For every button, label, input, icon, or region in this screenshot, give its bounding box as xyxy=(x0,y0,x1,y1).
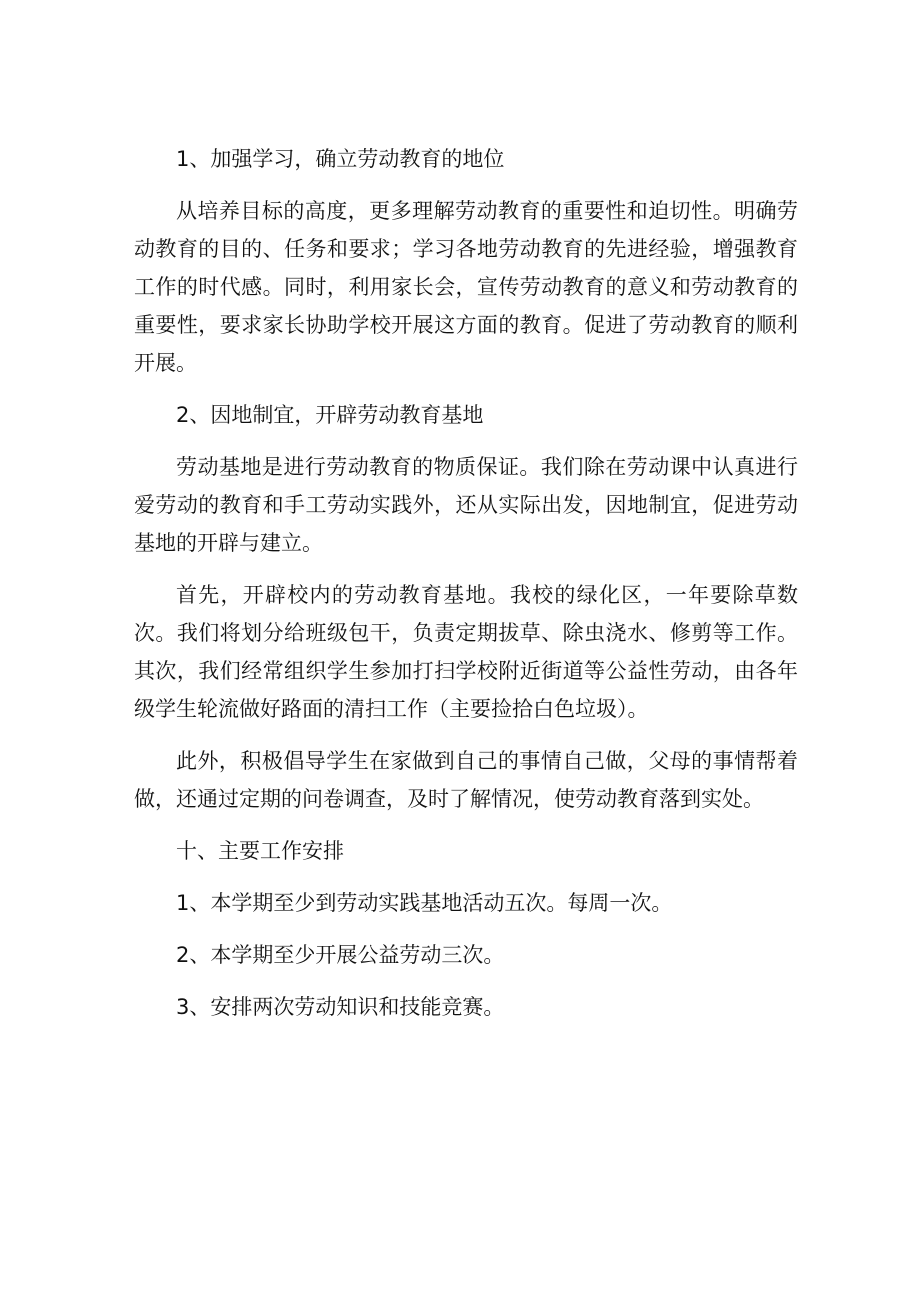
paragraph-3: 首先，开辟校内的劳动教育基地。我校的绿化区，一年要除草数次。我们将划分给班级包干，负责定期拔草、除虫浇水、修剪等工作。其次，我们经常组织学生参加打扫学校附近街道等公益性劳动，由各年级学生轮流做好路面的清扫工作（主要捡拾白色垃圾）。 xyxy=(134,583,798,721)
section-heading-10: 十、主要工作安排 xyxy=(176,839,344,863)
section-heading-1: 1、加强学习，确立劳动教育的地位 xyxy=(176,147,505,171)
section-heading-2: 2、因地制宜，开辟劳动教育基地 xyxy=(176,403,484,427)
list-item-3: 3、安排两次劳动知识和技能竞赛。 xyxy=(176,995,505,1019)
paragraph-2: 劳动基地是进行劳动教育的物质保证。我们除在劳动课中认真进行爱劳动的教育和手工劳动实践外，还从实际出发，因地制宜，促进劳动基地的开辟与建立。 xyxy=(134,455,798,555)
document-page xyxy=(134,140,798,1026)
list-item-2: 2、本学期至少开展公益劳动三次。 xyxy=(176,943,505,967)
paragraph-4: 此外，积极倡导学生在家做到自己的事情自己做，父母的事情帮着做，还通过定期的问卷调查，及时了解情况，使劳动教育落到实处。 xyxy=(134,749,798,811)
list-item-1: 1、本学期至少到劳动实践基地活动五次。每周一次。 xyxy=(176,891,673,915)
paragraph-1: 从培养目标的高度，更多理解劳动教育的重要性和迫切性。明确劳动教育的目的、任务和要求；学习各地劳动教育的先进经验，增强教育工作的时代感。同时，利用家长会，宣传劳动教育的意义和劳动教育的重要性，要求家长协助学校开展这方面的教育。促进了劳动教育的顺利开展。 xyxy=(134,199,798,375)
